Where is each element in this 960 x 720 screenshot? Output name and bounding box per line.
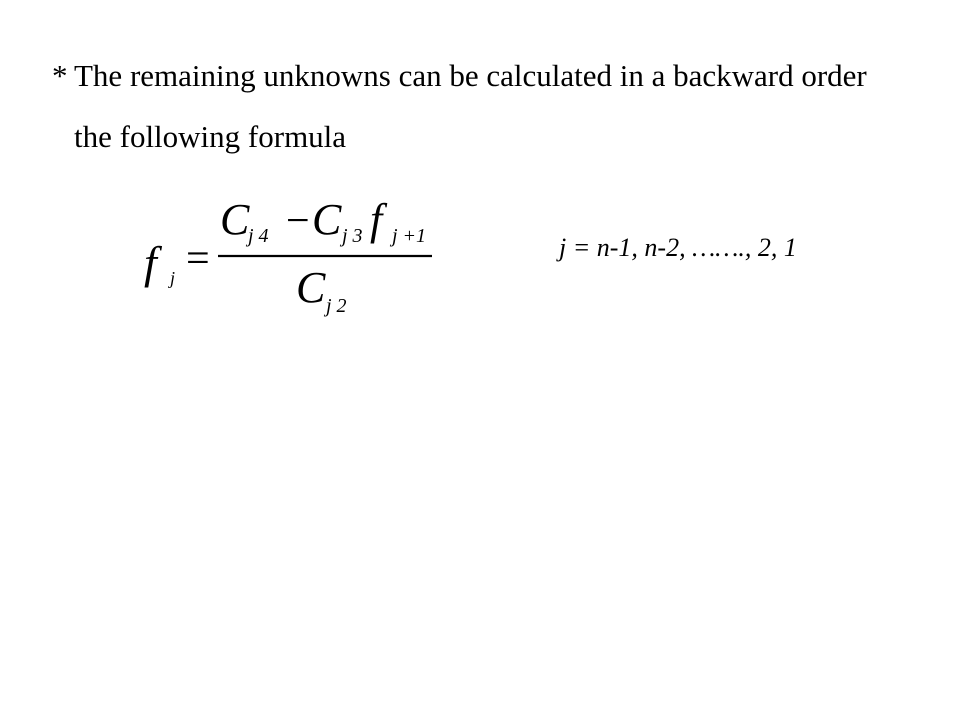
numerator-c-first: C <box>220 195 250 244</box>
lhs-variable: f <box>144 237 157 288</box>
equals-sign: = <box>186 236 210 282</box>
bullet-line <box>52 56 867 96</box>
lhs-subscript: j <box>170 268 176 288</box>
numerator-c-second-subscript: j 3 <box>342 225 363 247</box>
minus-sign: − <box>286 198 310 244</box>
denominator-c: C <box>296 263 326 312</box>
bullet-text: The remaining unknowns can be calculated in a backward order <box>74 58 867 93</box>
index-range: j = n-1, n-2, ……., 2, 1 <box>559 233 797 262</box>
numerator-f-subscript: j +1 <box>392 225 427 247</box>
numerator-f: f <box>370 195 383 244</box>
continuation-text: the following formula <box>74 119 347 154</box>
numerator-c-second: C <box>312 195 342 244</box>
numerator-c-first-subscript: j 4 <box>248 225 269 247</box>
formula <box>130 180 450 330</box>
formula-graphic <box>130 180 450 330</box>
bullet-marker: * <box>52 58 68 93</box>
denominator-c-subscript: j 2 <box>326 295 347 317</box>
